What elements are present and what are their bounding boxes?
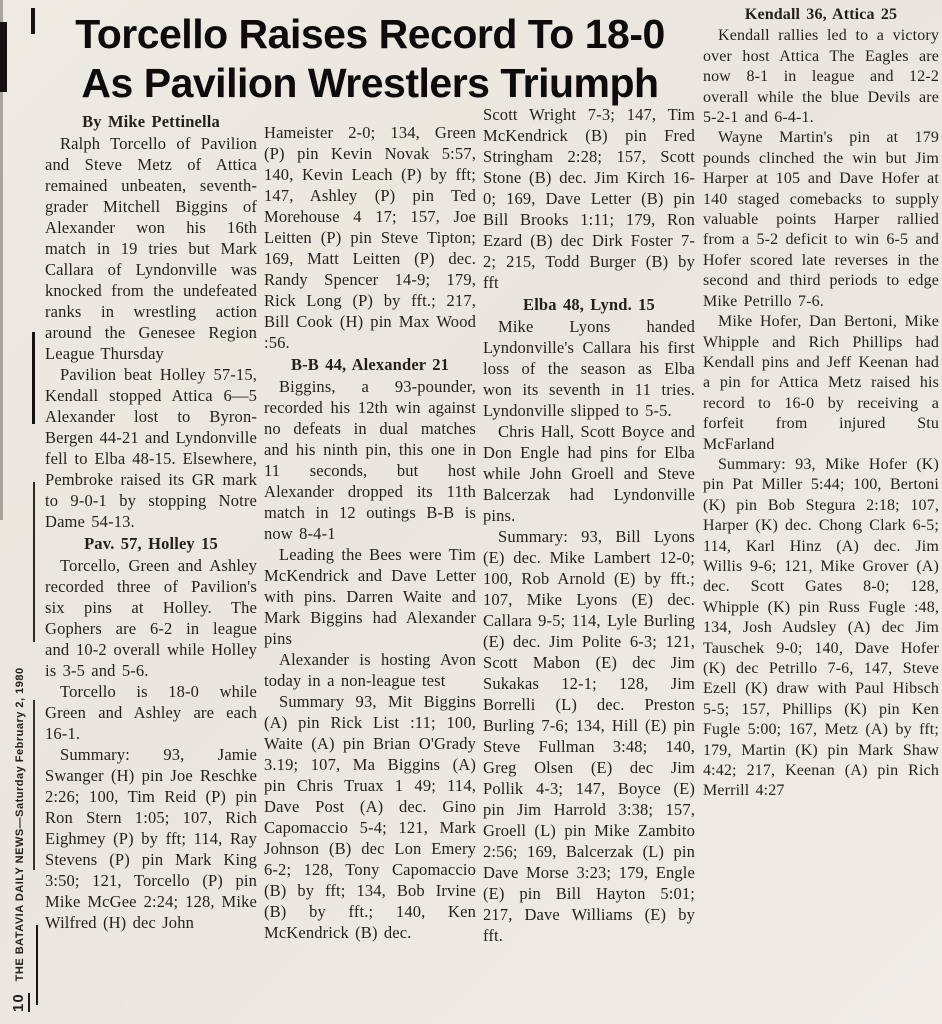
column-rule-segment xyxy=(31,8,35,34)
match-subheadline: B-B 44, Alexander 21 xyxy=(290,355,450,374)
article-paragraph: Summary: 93, Bill Lyons (E) dec. Mike Lambert 12-0; 100, Rob Arnold (E) by fft.; 107, Mike Lyons (E) dec. Callara 9-5; 114, Lyle Burling (E) dec. Jim Polite 6-3; 121, Scott Mabon (E) dec Jim Sukakas 12-1; 128, Jim Borrelli (L) dec. Preston Burling 7-6; 134, Hill (E) pin Steve Fullman 3:48; 140, Greg Olsen (E) dec Jim Pollik 4-3; 147, Boyce (E) pin Jim Harrold 3:38; 157, Groell (L) pin Mike Zambito 2:56; 169, Balcerzak (L) pin Dave Morse 3:23; 179, Engle (E) pin Bill Hayton 5:01; 217, Dave Williams (E) by fft. xyxy=(483,527,695,945)
masthead-text: THE BATAVIA DAILY NEWS—Saturday February 2, 1980 xyxy=(14,667,26,982)
byline: By Mike Pettinella xyxy=(82,112,220,131)
article-paragraph: Mike Lyons handed Lyndonville's Callara his first loss of the season as Elba won its seventh in 11 tries. Lyndonville slipped to 5-5. xyxy=(483,317,695,420)
article-paragraph: Summary: 93, Jamie Swanger (H) pin Joe Reschke 2:26; 100, Tim Reid (P) pin Ron Stern 1:05; 107, Rich Eighmey (P) by fft; 114, Ray Stevens (P) pin Mark King 3:50; 121, Torcello (P) pin Mike McGee 2:24; 128, Mike Wilfred (H) dec John xyxy=(45,745,257,932)
match-subheadline: Pav. 57, Holley 15 xyxy=(84,534,218,553)
column-rule-segment xyxy=(33,482,35,642)
scan-artifact xyxy=(0,22,7,92)
article-paragraph: Biggins, a 93-pounder, recorded his 12th win against no defeats in dual matches and his ninth pin, this one in 11 seconds, but host Alexander dropped its 11th match in 12 outings B-B is now 8-4-1 xyxy=(264,377,476,543)
column-rule-segment xyxy=(32,332,35,424)
article-headline xyxy=(42,10,698,108)
column-rule-segment xyxy=(36,925,38,1005)
article-paragraph: Summary 93, Mit Biggins (A) pin Rick List :11; 100, Waite (A) pin Brian O'Grady 3.19; 107, Ma Biggins (A) pin Chris Truax 1 49; 114, Dave Post (A) dec. Gino Capomaccio 5-4; 121, Mark Johnson (B) dec Lon Emery 6-2; 128, Tony Capomaccio (B) by fft; 134, Bob Irvine (B) by fft.; 140, Ken McKendrick (B) dec. xyxy=(264,692,476,942)
article-paragraph: Ralph Torcello of Pavilion and Steve Metz of Attica remained unbeaten, seventh-grader Mitchell Biggins of Alexander won his 16th match in 19 tries but Mark Callara of Lyndonville was knocked from the undefeated ranks in wrestling action around the Genesee Region League Thursday xyxy=(45,134,257,363)
article-paragraph: Hameister 2-0; 134, Green (P) pin Kevin Novak 5:57, 140, Kevin Leach (P) by fft; 147, Ashley (P) pin Ted Morehouse 4 17; 157, Joe Leitten (P) pin Steve Tipton; 169, Matt Leitten (P) dec. Randy Spencer 14-9; 179, Rick Long (P) by fft.; 217, Bill Cook (H) pin Max Wood :56. xyxy=(264,123,476,352)
article-paragraph: Alexander is hosting Avon today in a non-league test xyxy=(264,650,476,690)
article-paragraph: Mike Hofer, Dan Bertoni, Mike Whipple and Rich Phillips had Kendall pins and Jeff Keenan had a pin for Attica Metz raised his record to 16-0 by receiving a forfeit from injured Stu McFarland xyxy=(703,313,939,453)
article-paragraph: Pavilion beat Holley 57-15, Kendall stopped Attica 6—5 Alexander lost to Byron-Bergen 44-21 and Lyndonville fell to Elba 48-15. Elsewhere, Pembroke raised its GR mark to 9-0-1 by stopping Notre Dame 54-13. xyxy=(45,365,257,531)
article-paragraph: Summary: 93, Mike Hofer (K) pin Pat Miller 5:44; 100, Bertoni (K) pin Bob Stegura 2:18; 107, Harper (K) dec. Chong Clark 6-5; 114, Karl Hinz (A) dec. Jim Willis 9-6; 121, Mike Grover (A) dec. Scott Gates 8-0; 128, Whipple (K) pin Russ Fugle :48, 134, Josh Audsley (A) dec Jim Tauschek 9-0; 140, Dave Hofer (K) dec Petrillo 7-6, 147, Steve Ezell (K) draw with Paul Hibsch 5-5; 157, Phillips (K) pin Ken Fugle 5:00; 167, Metz (A) by fft; 179, Martin (K) pin Mark Shaw 4:42; 217, Keenan (A) pin Rich Merrill 4:27 xyxy=(703,455,939,800)
news-column-1 xyxy=(45,110,257,1024)
headline-line1: Torcello Raises Record To 18-0 xyxy=(75,11,665,57)
headline-line2: As Pavilion Wrestlers Triumph xyxy=(81,60,659,106)
article-paragraph: Leading the Bees were Tim McKendrick and Dave Letter with pins. Darren Waite and Mark Biggins had Alexander pins xyxy=(264,545,476,648)
page-number: 10 xyxy=(10,993,30,1012)
article-paragraph: Kendall rallies led to a victory over host Attica The Eagles are now 8-1 in league and 12-2 overall while the blue Devils are 5-2-1 and 6-4-1. xyxy=(703,27,939,127)
masthead xyxy=(8,534,32,1012)
article-paragraph: Torcello is 18-0 while Green and Ashley are each 16-1. xyxy=(45,682,257,743)
article-paragraph: Chris Hall, Scott Boyce and Don Engle had pins for Elba while John Groell and Steve Balcerzak had Lyndonville pins. xyxy=(483,422,695,525)
news-column-4 xyxy=(703,4,939,1024)
article-paragraph: Torcello, Green and Ashley recorded three of Pavilion's six pins at Holley. The Gophers are 6-2 in league and 10-2 overall while Holley is 3-5 and 5-6. xyxy=(45,556,257,680)
column-rule-segment xyxy=(33,700,35,870)
article-paragraph: Scott Wright 7-3; 147, Tim McKendrick (B) pin Fred Stringham 2:28; 157, Scott Stone (B) dec. Jim Kirch 16-0; 169, Dave Letter (B) pin Bill Brooks 1:11; 179, Ron Ezard (B) dec Dirk Foster 7-2; 215, Todd Burger (B) by fft xyxy=(483,105,695,292)
news-column-2 xyxy=(264,122,476,1024)
news-column-3 xyxy=(483,104,695,1024)
match-subheadline: Elba 48, Lynd. 15 xyxy=(523,295,655,314)
match-subheadline: Kendall 36, Attica 25 xyxy=(744,6,898,23)
article-paragraph: Wayne Martin's pin at 179 pounds clinched the win but Jim Harper at 105 and Dave Hofer at 140 staged comebacks to supply valuable points Harper rallied from a 5-2 deficit to win 6-5 and Hofer scored late reverses in the second and third periods to edge Mike Petrillo 7-6. xyxy=(703,129,939,310)
